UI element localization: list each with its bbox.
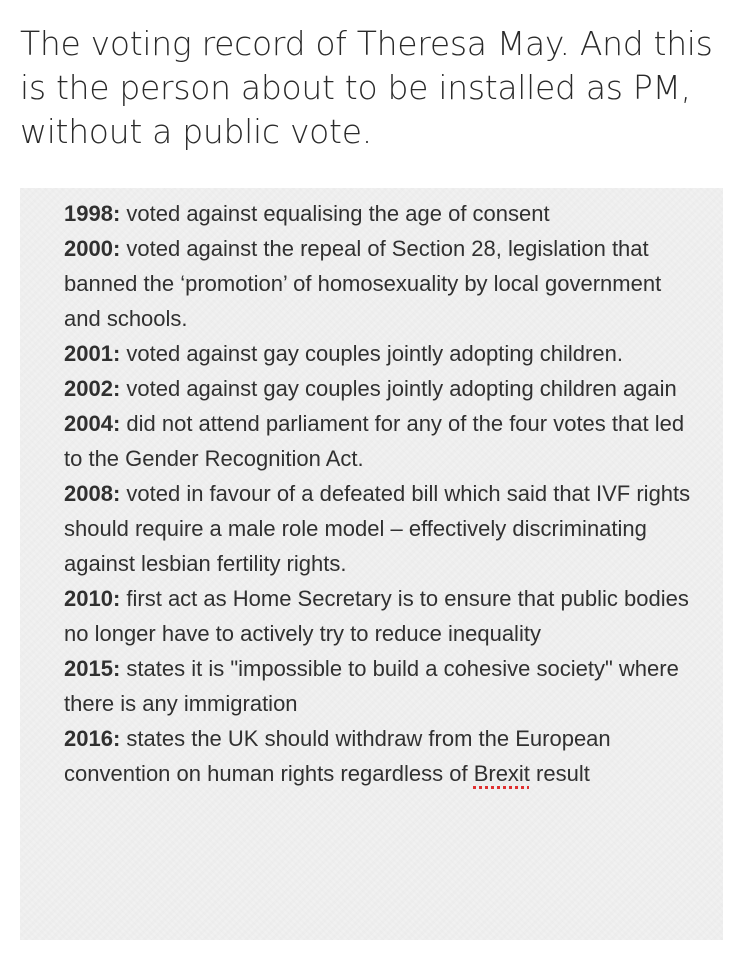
entry-text: voted against equalising the age of consent [120,201,550,226]
entry-text: states it is "impossible to build a cohesive society" where there is any immigration [64,656,679,716]
entry-year: 2010: [64,586,121,611]
entry-year: 2000: [64,236,121,261]
entry-2008 [64,476,703,581]
entry-year: 2004: [64,411,121,436]
entry-year: 2015: [64,656,121,681]
entry-1998 [64,196,703,231]
entry-text: voted in favour of a defeated bill which said that IVF rights should require a male role model – effectively discriminating against lesbian fertility rights. [64,481,691,576]
entry-text: voted against gay couples jointly adopting children. [120,341,623,366]
voting-record-note [20,188,723,940]
entry-text: voted against gay couples jointly adopting children again [120,376,677,401]
entry-2015 [64,651,703,721]
entry-2001 [64,336,703,371]
entry-text: did not attend parliament for any of the four votes that led to the Gender Recognition Act. [64,411,685,471]
headline: The voting record of Theresa May. And this is the person about to be installed as PM, without a public vote. [20,24,713,151]
entry-text: voted against the repeal of Section 28, legislation that banned the ‘promotion’ of homosexuality by local government and schools. [64,236,662,331]
entry-2010 [64,581,703,651]
entry-2016 [64,721,703,791]
entry-text-end: result [529,761,590,786]
entry-year: 2001: [64,341,121,366]
entry-year: 2016: [64,726,121,751]
entry-2002 [64,371,703,406]
entry-year: 1998: [64,201,121,226]
misspelled-word[interactable]: Brexit [473,761,530,786]
entry-year: 2008: [64,481,121,506]
entry-2000 [64,231,703,336]
entry-2004 [64,406,703,476]
entry-year: 2002: [64,376,121,401]
entry-text: first act as Home Secretary is to ensure that public bodies no longer have to actively try to reduce inequality [64,586,689,646]
entry-text: states the UK should withdraw from the European convention on human rights regardless of [64,726,611,786]
